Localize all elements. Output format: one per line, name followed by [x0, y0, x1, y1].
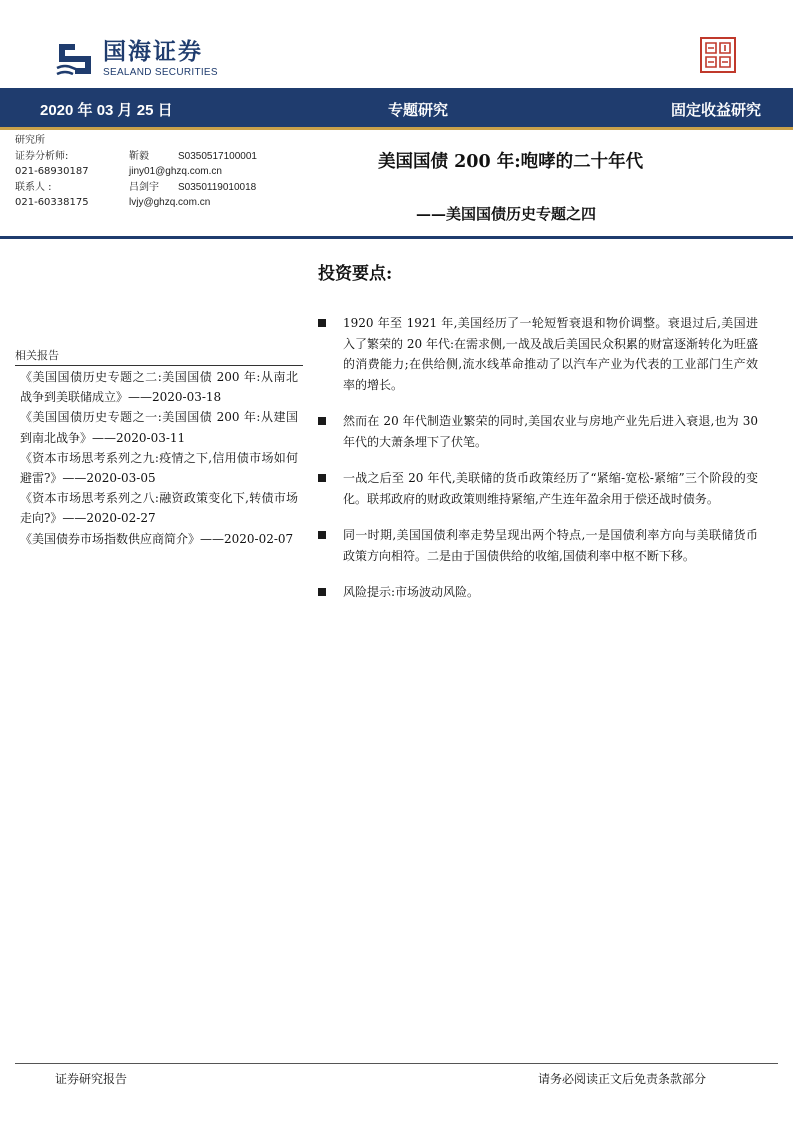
research-seal-icon — [700, 37, 736, 73]
contact-cert-id: S0350119010018 — [178, 181, 257, 193]
key-points-heading: 投资要点: — [318, 264, 393, 284]
key-point-item: 1920 年至 1921 年,美国经历了一轮短暂衰退和物价调整。衰退过后,美国进入了繁荣的 20 年代:在需求侧,一战及战后美国民众积累的财富逐渐转化为旺盛的消费能力;在供给侧,流水线革命推动了以汽车产业为代表的工业部门生产效率的增长。 — [318, 313, 758, 395]
header-bar — [0, 88, 793, 130]
report-subtitle: ——美国国债历史专题之四 — [416, 205, 597, 223]
key-points-list — [318, 313, 758, 619]
footer-divider — [15, 1063, 778, 1064]
key-point-item: 然而在 20 年代制造业繁荣的同时,美国农业与房地产业先后进入衰退,也为 30 年代的大萧条埋下了伏笔。 — [318, 411, 758, 452]
footer-disclaimer-link[interactable]: 请务必阅读正文后免责条款部分 — [538, 1072, 707, 1086]
dept-label: 研究所 — [15, 135, 45, 146]
analyst-email[interactable]: jiny01@ghzq.com.cn — [129, 166, 222, 177]
report-type: 专题研究 — [388, 101, 449, 119]
report-date: 2020 年 03 月 25 日 — [40, 102, 173, 119]
related-report-item[interactable]: 《美国国债历史专题之二:美国国债 200 年:从南北战争到美联储成立》——2020-03-18 — [20, 370, 298, 405]
related-reports-list — [20, 367, 298, 549]
sealand-logo-icon — [55, 40, 95, 78]
key-point-item: 风险提示:市场波动风险。 — [318, 582, 758, 603]
analyst-phone: 021-68930187 — [15, 166, 89, 177]
related-report-item[interactable]: 《资本市场思考系列之八:融资政策变化下,转债市场走向?》——2020-02-27 — [20, 491, 298, 526]
key-point-item: 一战之后至 20 年代,美联储的货币政策经历了“紧缩-宽松-紧缩”三个阶段的变化。联邦政府的财政政策则维持紧缩,产生连年盈余用于偿还战时债务。 — [318, 468, 758, 509]
title-divider — [0, 236, 793, 239]
logo-en-text: SEALAND SECURITIES — [103, 67, 218, 78]
footer-left-text: 证券研究报告 — [55, 1072, 128, 1086]
key-point-item: 同一时期,美国国债利率走势呈现出两个特点,一是国债利率方向与美联储货币政策方向相符。二是由于国债供给的收缩,国债利率中枢不断下移。 — [318, 525, 758, 566]
research-field: 固定收益研究 — [670, 101, 761, 119]
logo-cn-text: 国海证券 — [103, 39, 203, 65]
contact-email[interactable]: lvjy@ghzq.com.cn — [129, 197, 211, 208]
contact-phone: 021-60338175 — [15, 197, 89, 208]
analyst-cert-id: S0350517100001 — [178, 150, 257, 162]
related-divider — [15, 365, 303, 366]
contact-label: 联系人 : — [15, 181, 52, 193]
company-logo — [55, 40, 218, 78]
related-report-item[interactable]: 《资本市场思考系列之九:疫情之下,信用债市场如何避雷?》——2020-03-05 — [20, 450, 298, 486]
related-report-item[interactable]: 《美国债券市场指数供应商简介》——2020-02-07 — [20, 531, 294, 546]
analyst-name: 靳毅 — [129, 150, 149, 162]
analyst-label: 证券分析师: — [15, 150, 69, 162]
related-report-item[interactable]: 《美国国债历史专题之一:美国国债 200 年:从建国到南北战争》——2020-03-11 — [20, 410, 298, 445]
contact-name: 吕剑宇 — [129, 181, 159, 193]
report-title: 美国国债 200 年:咆哮的二十年代 — [378, 152, 644, 172]
related-reports-heading: 相关报告 — [15, 349, 59, 362]
